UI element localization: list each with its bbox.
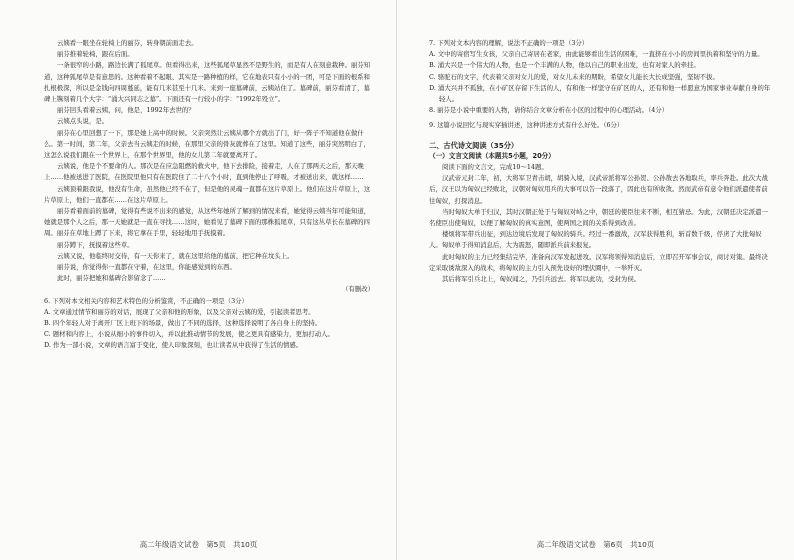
story-paragraph: 丽芬在心里回想了一下，那是她上高中的时候。父亲突然让云姨从哪个方就出了门，好一阵子不知道他在做什么。第一时间，第二年，父亲去当云姨走的时候，在那里父亲的骨灰就葬在了这里。知道了这些，丽芬突然明白了，这怎么说我们跟在一个世界上，在那个世界里，他的女儿第二年就要离开了。 (44, 128, 370, 160)
subsection-1-title: （一）文言文阅读（本题共5小题，20分） (429, 151, 555, 160)
story-paragraph: 丽芬回头看着云姨，问，他是，1992年去世的？ (57, 106, 195, 115)
story-paragraph: 丽芬蹲下，抚摸着这些草。 (57, 240, 134, 249)
question-6-option-b: B. 四个年轻人对于离开厂区上班下的场景，做出了不同的选择，这种选择说明了各自身上的坚持。 (44, 319, 322, 328)
classical-paragraph: 其后将军引兵北上，匈奴闻之，乃引兵远去。将军以此功，受封为侯。 (442, 275, 641, 284)
story-paragraph: 丽芬说，你觉得你一直都在守着，在这里，你能感觉到的东西。 (57, 263, 236, 272)
classical-paragraph: 此时匈奴的主力已经集结完毕，准备向汉军发起进攻。汉军将领得知消息后，立即召开军事会议，商讨对策。最终决定采取诱敌深入的战术，将匈奴的主力引入预先设好的埋伏圈中，一举歼灭。 (429, 252, 768, 272)
story-paragraph: 云姨又说，他临终时交待，有一天你来了，就在这里给他的墓前，把它种在坟头上。 (57, 251, 294, 260)
question-7-option-a: A. 文中的寄宿写生女孩，父亲自己寄居在老家，由此能够看出生活的困难，一直挤在小小的房间里执着和坚守的力量。 (429, 50, 764, 59)
right-page-footer: 高二年级语文试卷 第6页 共10页 (536, 540, 655, 549)
section-2-title: 二、古代诗文阅读（35分） (429, 140, 519, 150)
question-9: 9. 这篇小说回忆与现实穿插讲述，这种讲述方式有什么好处。（6分） (429, 121, 624, 130)
story-paragraph: 云姨说，他是个不要命的人。那次是在应急阻燃的救火中，他下去排险，接着走，人在了那两天之后，那天晚上……他被送进了医院，在医院里他只有在医院住了二十八个小时，直到他停止了呼吸，才被送出来，就这样…… (44, 162, 364, 182)
story-paragraph: 云姨顶着跟我说，他没有生命，虽然他已经不在了，但是他的灵魂一直都在这片草原上。他们在这片草原上，这片草原上，他们一直都在……在这片草原上。 (44, 184, 371, 204)
question-6-stem: 6. 下列对本文相关内容和艺术特色的分析鉴赏，不正确的一项是（3分） (44, 296, 248, 305)
question-6-option-d: D. 作为一部小说，文章的语言富于变化，使人印象深刻，也让读者从中获得了生活的情感。 (44, 341, 303, 350)
question-7-option-b: B. 涌大兴是一个伟大的人物，也是一个丰满的人物，他以自己的职业出发，也有对家人的牵挂。 (429, 61, 700, 70)
question-7-option-d: D. 涌大兴并不孤独，在小矿区存留下生活的人，有和他一样坚守在矿区的人，还有和他一样愿意为国家事业奉献自身的年轻人。 (429, 83, 771, 104)
reading-instruction: 阅读下面的文言文，完成10～14题。 (442, 163, 548, 172)
question-7-stem: 7. 下列对文本内容的理解，说法不正确的一项是（3分） (429, 39, 589, 47)
story-paragraph: 此时，丽芬把她和墓碑合影留念了…… (57, 274, 166, 283)
question-6-option-c: C. 题材和内容上，小说从细小的事件切入，并以此推动情节的发展，使之更具有感染力，更加打动人。 (44, 330, 334, 339)
left-column (44, 38, 374, 352)
left-page-footer: 高二年级语文试卷 第5页 共10页 (139, 540, 258, 549)
right-page (397, 0, 794, 560)
story-paragraph: 云姨看一眼坐在轮椅上的丽芬，转身朝前面走去。 (57, 39, 198, 47)
classical-paragraph: 汉武帝元封二年，初，大将军卫青击胡，胡骑入境，汉武帝派将军公孙贺、公孙敖去各地取兵，率兵奔赴。此次大战后，汉王以为匈奴已经败北，汉朝对匈奴用兵的大事可以告一段落了，因此也有所收敛。然而武帝有意令他们派遣使者前往匈奴，打探消息。 (429, 174, 768, 205)
story-paragraph: 丽芬推着轮椅，跟在后面。 (57, 50, 134, 59)
source-note: （有删改） (342, 285, 374, 294)
classical-paragraph: 当时匈奴大单于归汉，其时汉朝正处于与匈奴对峙之中，朝廷的使臣往来不断，相互猜忌。为此，汉朝廷决定派遣一名使臣出使匈奴，以便了解匈奴的真实意图，使两国之间的关系得到改善。 (429, 207, 768, 228)
question-8: 8. 丽芬是小说中重要的人物，请你结合文章分析在小区的过程中的心理活动。（4分） (429, 106, 669, 115)
story-paragraph: 云姨点头说，是。 (57, 117, 109, 126)
question-6-option-a: A. 文章通过情节和丽芬的对话，展现了父亲和他的形象，以及父亲对云姨的爱，引起读者思考。 (44, 307, 315, 316)
story-paragraph: 丽芬看着面前的墓碑，觉得有些说不出来的感觉，从这些年她所了解到的情况来看，她觉得云姨当年可能知道，她就是那个人之后，那一天她就是一直在寻找……这时，她看见了墓碑下面的那株狐尾草，只有这丛草长在墓碑的四周。丽芬在草地上蹲了下来，将它拿在手里，轻轻地用手抚摸着。 (44, 207, 371, 238)
right-column (429, 38, 771, 285)
story-paragraph: 一条很窄的小路，路边长满了狐尾草。但看得出来，这些狐尾草显然不是野生的，而是有人在刻意栽种。丽芬知道，这种狐尾草是有意思的。这种看着不起眼、其实是一路种植的样，它在地表只有小小的一团，可是下面的根系和扎根极深，所以是金钱向四周蔓延，能有几米甚至十几米。来到一座墓碑前，云姨站住了。墓碑前，丽芬看清了，墓碑上镌刻着几个大字：“涌大兴同志之墓”。下面还有一行较小的字：“1992年殁立”。 (44, 61, 371, 104)
classical-paragraph: 楼烦将军带兵出征，到达边境后发现了匈奴的骑兵。经过一番激战，汉军获得胜利，斩首数千级，俘虏了大批匈奴人。匈奴单于得知消息后，大为震怒，随即派兵前来报复。 (429, 230, 762, 250)
question-7-option-c: C. 骆驼石的文字，代表着父亲对女儿的爱，对女儿未来的期盼，希望女儿能长大长成坚强，坚韧不拔。 (429, 72, 719, 81)
